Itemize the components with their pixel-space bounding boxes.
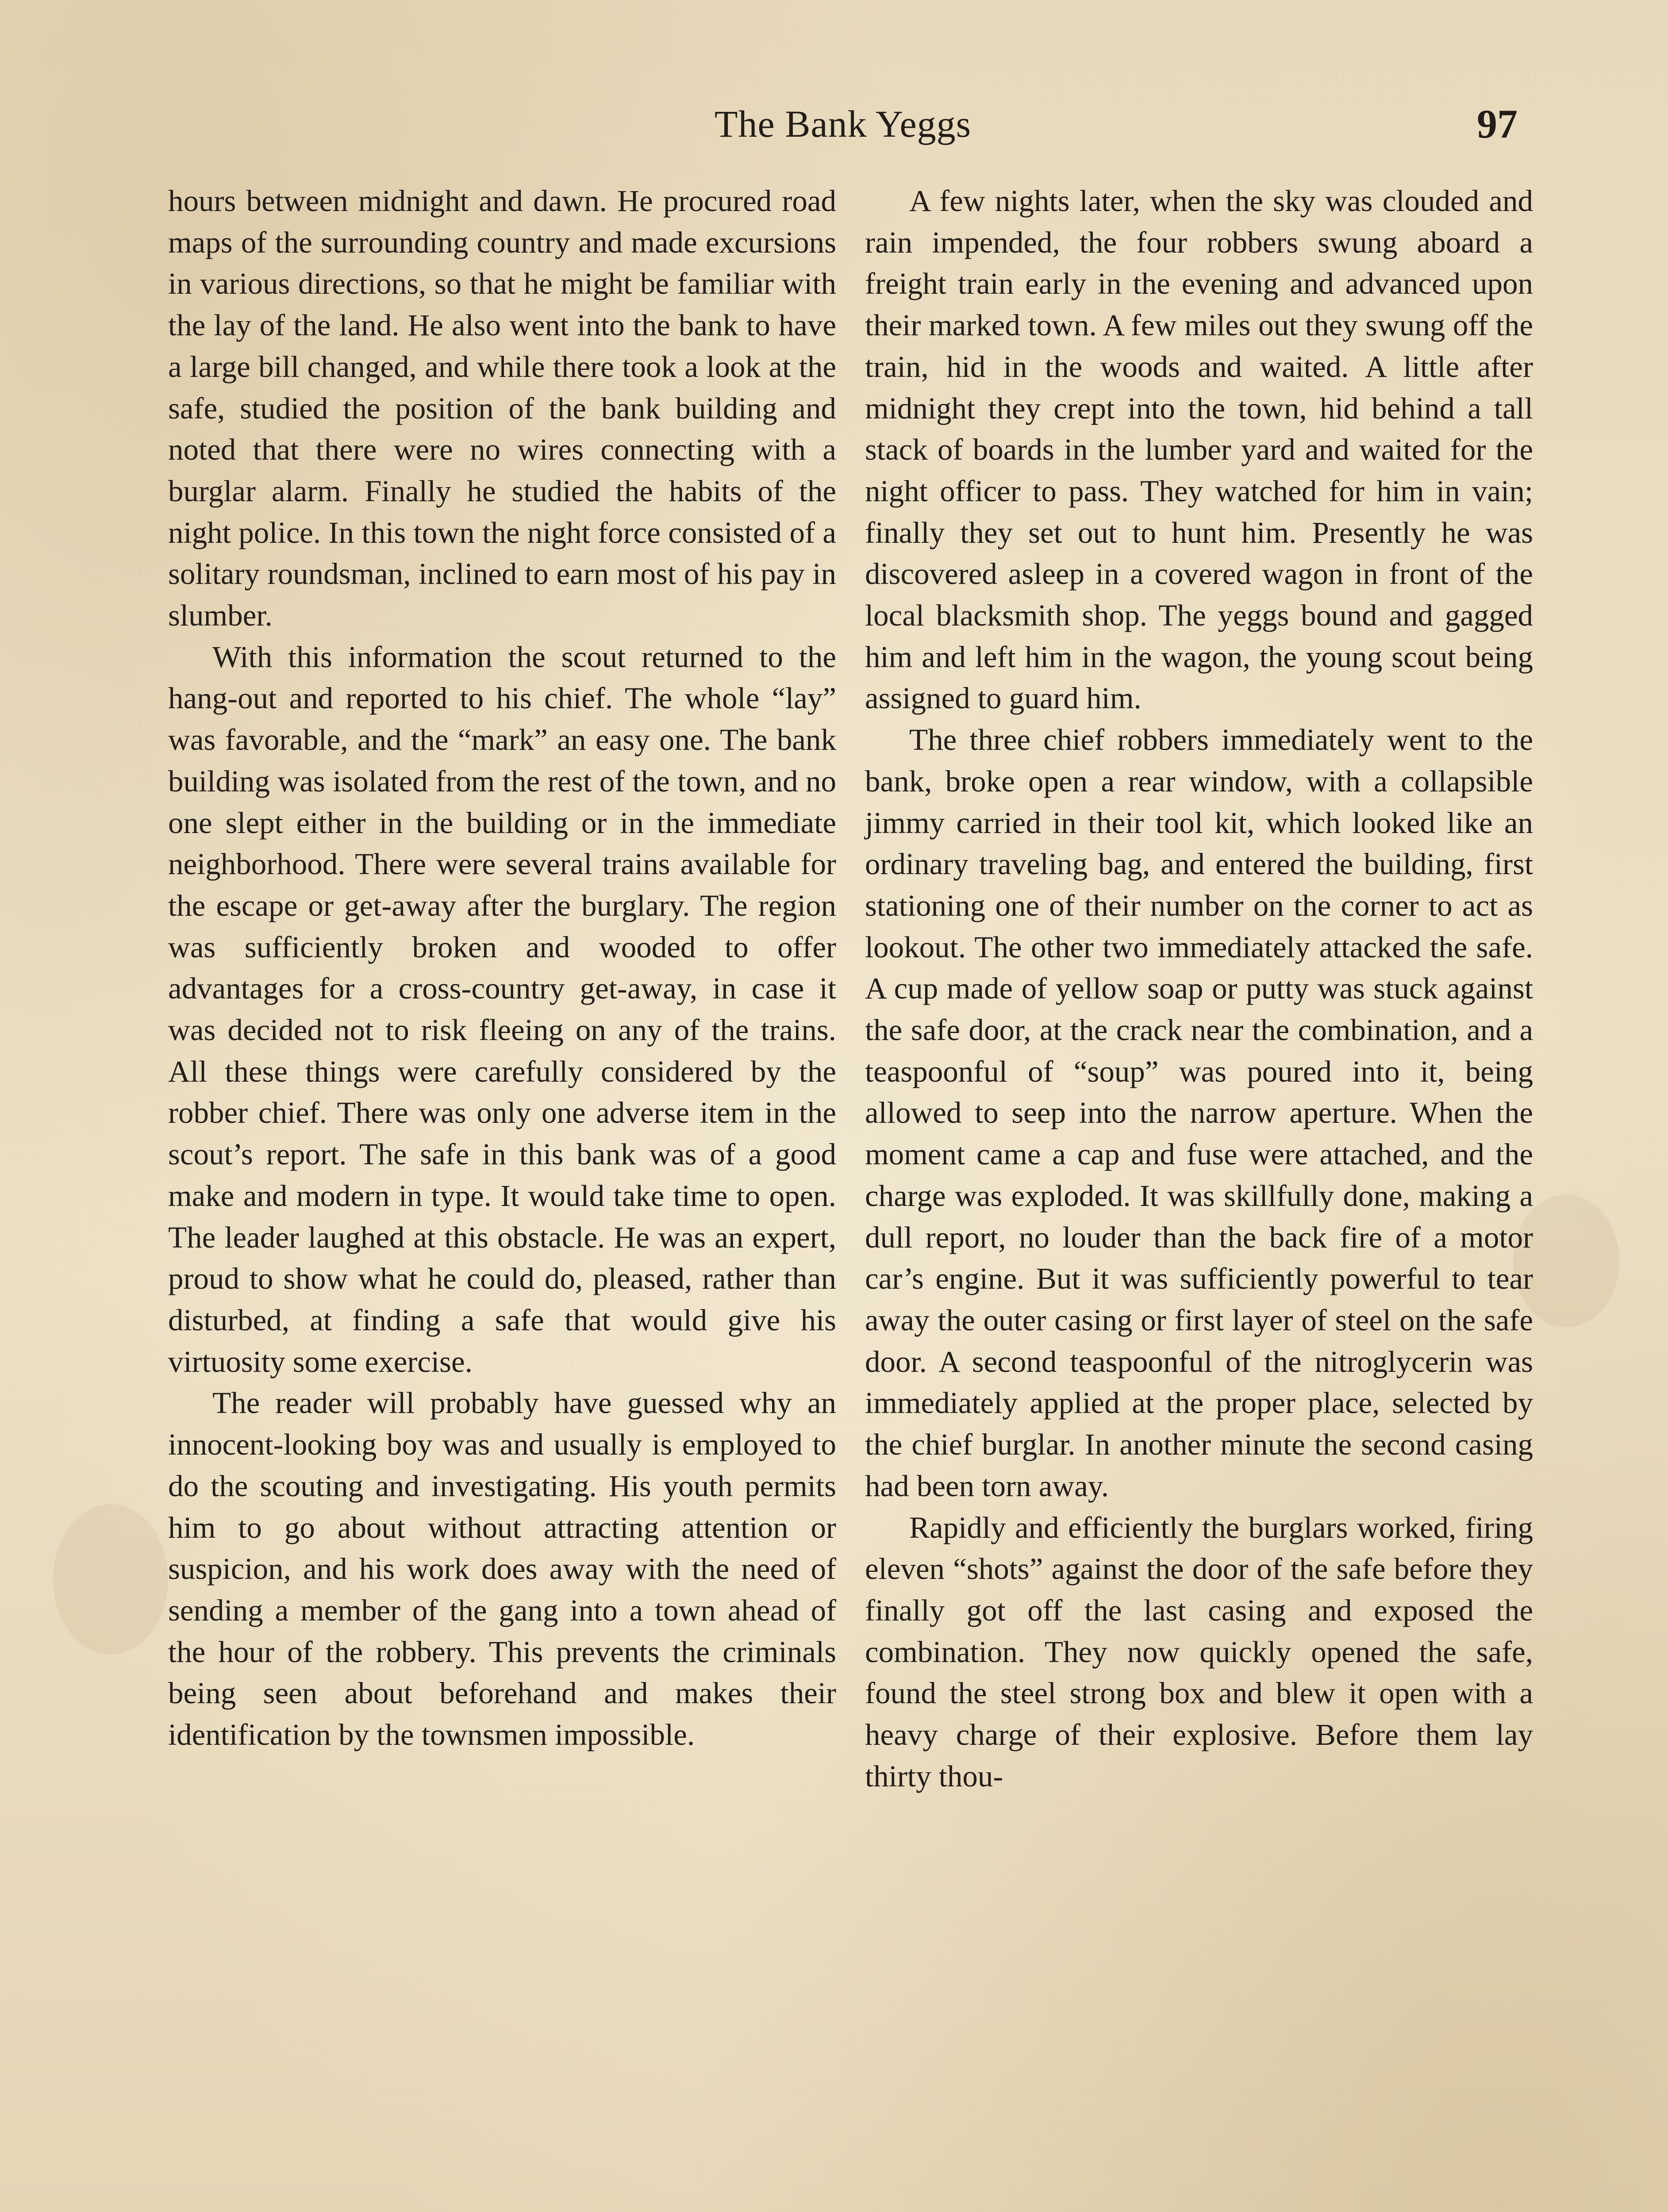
paragraph: Rapidly and efficiently the burglars worked, firing eleven “shots” against the door of the safe before they finally got off the last casing and exposed the combination. They now quickly opened the safe, found the steel strong box and blew it open with a heavy charge of their explosive. Before them lay thirty thou- <box>865 1510 1533 1793</box>
right-column <box>865 180 1533 1797</box>
paragraph: A few nights later, when the sky was clouded and rain impended, the four robbers swung aboard a freight train early in the evening and advanced upon their marked town. A few miles out they swung off the train, hid in the woods and waited. A little after midnight they crept into the town, hid behind a tall stack of boards in the lumber yard and waited for the night officer to pass. They watched for him in vain; finally they set out to hunt him. Presently he was discovered asleep in a covered wagon in front of the local blacksmith shop. The yeggs bound and gagged him and left him in the wagon, the young scout being assigned to guard him. <box>865 184 1533 715</box>
paragraph: The reader will probably have guessed why an innocent-looking boy was and usually is employed to do the scouting and investigating. His youth permits him to go about without attracting attention or suspicion, and his work does away with the need of sending a member of the gang into a town ahead of the hour of the robbery. This prevents the criminals being seen about beforehand and makes their identification by the townsmen impossible. <box>168 1386 836 1752</box>
left-column <box>168 180 836 1756</box>
page-number: 97 <box>1477 101 1518 146</box>
running-title: The Bank Yeggs <box>714 103 972 145</box>
paragraph: With this information the scout returned to the hang-out and reported to his chief. The whole “lay” was favorable, and the “mark” an easy one. The bank building was isolated from the rest of the town, and no one slept either in the building or in the immediate neighborhood. There were several trains available for the escape or get-away after the burglary. The region was sufficiently broken and wooded to offer advantages for a cross-country get-away, in case it was decided not to risk fleeing on any of the trains. All these things were carefully considered by the robber chief. There was only one adverse item in the scout’s report. The safe in this bank was of a good make and modern in type. It would take time to open. The leader laughed at this obstacle. He was an expert, proud to show what he could do, pleased, rather than disturbed, at finding a safe that would give his virtuosity some exercise. <box>168 640 836 1379</box>
running-header <box>168 100 1518 157</box>
paper-stain <box>53 1504 168 1655</box>
paragraph: The three chief robbers immediately went to the bank, broke open a rear window, with a collapsible jimmy carried in their tool kit, which looked like an ordinary traveling bag, and entered the building, first stationing one of their number on the corner to act as lookout. The other two immediately attacked the safe. A cup made of yellow soap or putty was stuck against the safe door, at the crack near the combination, and a teaspoonful of “soup” was poured into it, being allowed to seep into the narrow aperture. When the moment came a cap and fuse were attached, and the charge was exploded. It was skillfully done, making a dull report, no louder than the back fire of a motor car’s engine. But it was sufficiently powerful to tear away the outer casing or first layer of steel on the safe door. A second teaspoonful of the nitroglycerin was immediately applied at the proper place, selected by the chief burglar. In another minute the second casing had been torn away. <box>865 723 1533 1503</box>
paragraph: hours between midnight and dawn. He procured road maps of the surrounding country and made excursions in various directions, so that he might be familiar with the lay of the land. He also went into the bank to have a large bill changed, and while there took a look at the safe, studied the position of the bank building and noted that there were no wires connecting with a burglar alarm. Finally he studied the habits of the night police. In this town the night force consisted of a solitary roundsman, inclined to earn most of his pay in slumber. <box>168 184 836 633</box>
